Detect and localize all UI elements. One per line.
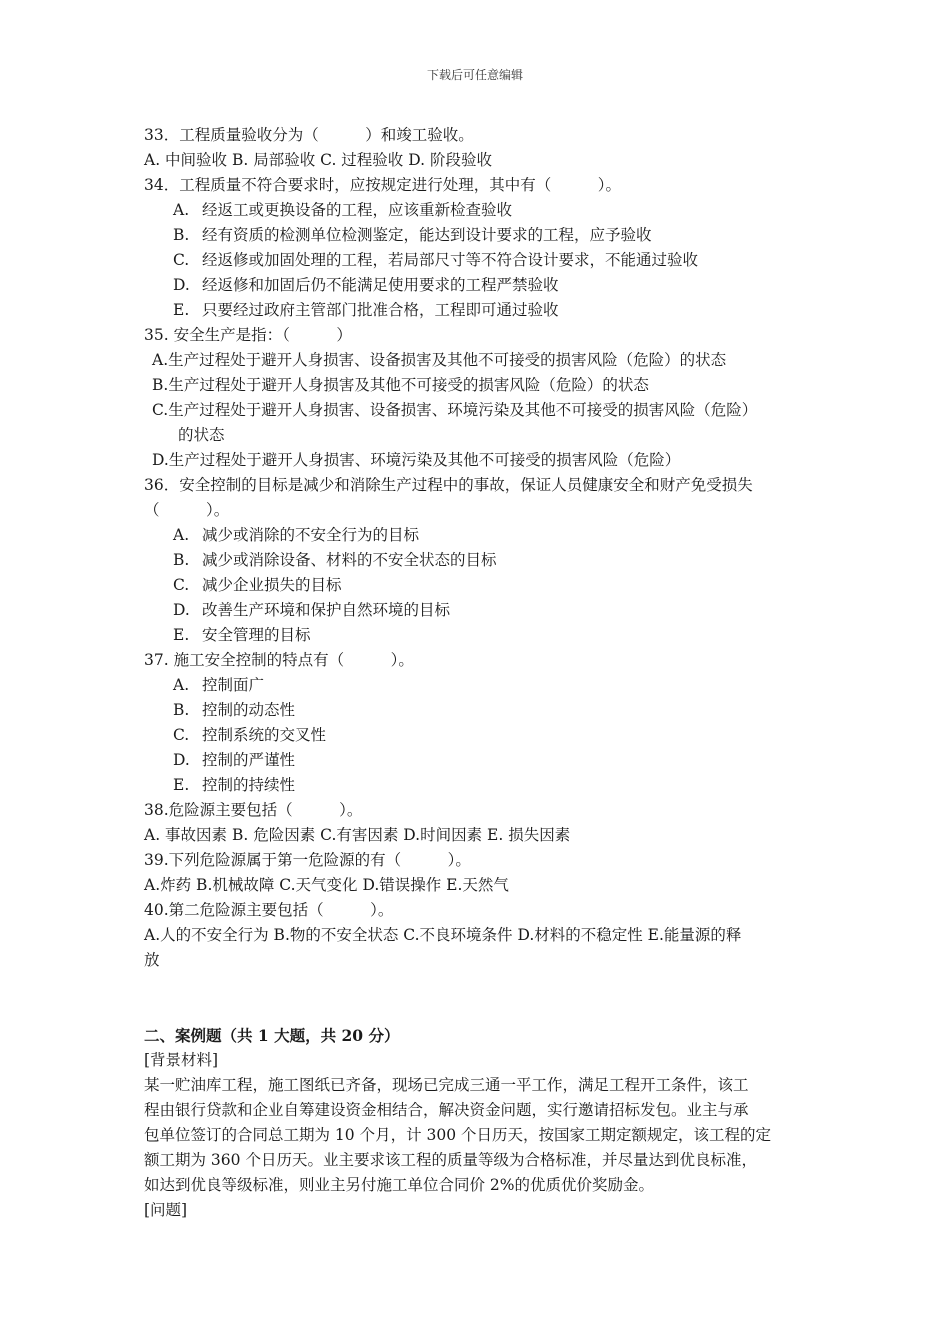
section-2-title: 二、案例题（共 1 大题，共 20 分） [144, 1026, 400, 1045]
option-text: 减少或消除设备、材料的不安全状态的目标 [202, 551, 497, 569]
option-text: 减少企业损失的目标 [202, 576, 342, 594]
option-text: 只要经过政府主管部门批准合格，工程即可通过验收 [202, 301, 559, 319]
option-text: 控制面广 [202, 676, 265, 694]
option-text: 减少或消除的不安全行为的目标 [202, 526, 420, 544]
option-letter: D. [173, 276, 190, 294]
question-35-option-c-continued: 的状态 [178, 426, 225, 444]
question-label: [问题] [144, 1201, 188, 1219]
option-text: 控制系统的交叉性 [202, 726, 327, 744]
option-text: 经返修或加固处理的工程，若局部尺寸等不符合设计要求，不能通过验收 [202, 251, 699, 269]
page-header: 下载后可任意编辑 [426, 68, 523, 82]
case-paragraph-line: 包单位签订的合同总工期为 10 个月，计 300 个日历天，按国家工期定额规定，该工程的定 [144, 1126, 772, 1144]
question-34-option-b [144, 223, 814, 248]
question-36-stem-continued: （ ）。 [144, 501, 230, 519]
option-letter: A. [173, 201, 190, 219]
question-36-option-c [144, 573, 814, 598]
section-spacer [144, 973, 814, 1023]
option-letter: E. [173, 301, 190, 319]
option-letter: D. [173, 601, 190, 619]
question-33-stem: 33．工程质量验收分为（ ）和竣工验收。 [144, 126, 474, 144]
question-37-option-b [144, 698, 814, 723]
question-37-stem: 37. 施工安全控制的特点有（ ）。 [144, 651, 414, 669]
question-36-option-d [144, 598, 814, 623]
question-36-option-b [144, 548, 814, 573]
question-36-option-e [144, 623, 814, 648]
case-paragraph-line: 额工期为 360 个日历天。业主要求该工程的质量等级为合格标准，并尽量达到优良标准， [144, 1151, 757, 1169]
option-text: 安全管理的目标 [202, 626, 311, 644]
option-letter: E. [173, 626, 190, 644]
option-letter: C. [173, 251, 190, 269]
document-body [144, 123, 814, 1223]
option-text: 控制的严谨性 [202, 751, 296, 769]
option-letter: A. [173, 526, 190, 544]
question-36-stem: 36．安全控制的目标是减少和消除生产过程中的事故，保证人员健康安全和财产免受损失 [144, 476, 753, 494]
question-34-option-e [144, 298, 814, 323]
option-text: 控制的动态性 [202, 701, 296, 719]
question-35-option-b: B.生产过程处于避开人身损害及其他不可接受的损害风险（危险）的状态 [152, 376, 649, 394]
option-letter: A. [173, 676, 190, 694]
option-letter: B. [173, 701, 190, 719]
question-39-stem: 39.下列危险源属于第一危险源的有（ ）。 [144, 851, 471, 869]
question-35-stem: 35. 安全生产是指：（ ） [144, 326, 352, 344]
question-37-option-d [144, 748, 814, 773]
question-34-option-c [144, 248, 814, 273]
option-letter: D. [173, 751, 190, 769]
question-34-option-a [144, 198, 814, 223]
background-label: [背景材料] [144, 1051, 219, 1069]
option-letter: E. [173, 776, 190, 794]
option-letter: B. [173, 551, 190, 569]
question-37-option-a [144, 673, 814, 698]
option-text: 经返修和加固后仍不能满足使用要求的工程严禁验收 [202, 276, 559, 294]
question-40-options-continued: 放 [144, 951, 160, 969]
case-paragraph-line: 程由银行贷款和企业自筹建设资金相结合，解决资金问题，实行邀请招标发包。业主与承 [144, 1101, 749, 1119]
question-35-option-c: C.生产过程处于避开人身损害、设备损害、环境污染及其他不可接受的损害风险（危险） [152, 401, 758, 419]
question-37-option-c [144, 723, 814, 748]
option-text: 改善生产环境和保护自然环境的目标 [202, 601, 451, 619]
question-40-stem: 40.第二危险源主要包括（ ）。 [144, 901, 394, 919]
question-36-option-a [144, 523, 814, 548]
question-40-options: A.人的不安全行为 B.物的不安全状态 C.不良环境条件 D.材料的不稳定性 E.能量源的释 [144, 926, 742, 944]
case-paragraph-line: 某一贮油库工程，施工图纸已齐备，现场已完成三通一平工作，满足工程开工条件，该工 [144, 1076, 749, 1094]
question-38-options: A. 事故因素 B. 危险因素 C.有害因素 D.时间因素 E. 损失因素 [144, 826, 571, 844]
question-34-stem: 34．工程质量不符合要求时，应按规定进行处理，其中有（ ）。 [144, 176, 621, 194]
case-paragraph-line: 如达到优良等级标准，则业主另付施工单位合同价 2%的优质优价奖励金。 [144, 1176, 655, 1194]
question-33-options: A. 中间验收 B. 局部验收 C. 过程验收 D. 阶段验收 [144, 151, 492, 169]
question-38-stem: 38.危险源主要包括（ ）。 [144, 801, 363, 819]
question-35-option-d: D.生产过程处于避开人身损害、环境污染及其他不可接受的损害风险（危险） [152, 451, 681, 469]
question-35-option-a: A.生产过程处于避开人身损害、设备损害及其他不可接受的损害风险（危险）的状态 [152, 351, 727, 369]
question-37-option-e [144, 773, 814, 798]
option-text: 经返工或更换设备的工程，应该重新检查验收 [202, 201, 513, 219]
option-text: 控制的持续性 [202, 776, 296, 794]
question-39-options: A.炸药 B.机械故障 C.天气变化 D.错误操作 E.天然气 [144, 876, 509, 894]
option-letter: C. [173, 726, 190, 744]
option-letter: C. [173, 576, 190, 594]
question-34-option-d [144, 273, 814, 298]
option-letter: B. [173, 226, 190, 244]
option-text: 经有资质的检测单位检测鉴定，能达到设计要求的工程，应予验收 [202, 226, 652, 244]
